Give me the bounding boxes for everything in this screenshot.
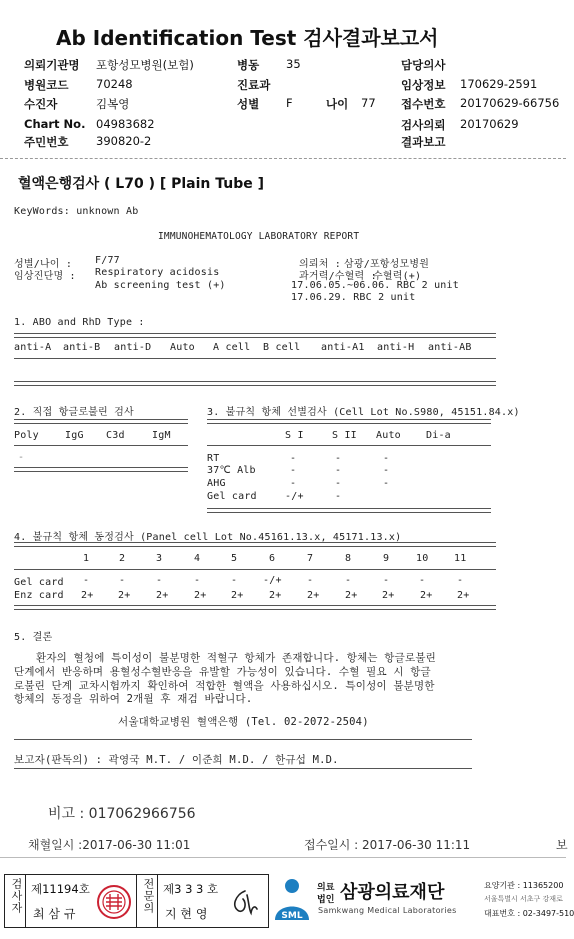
panel-enz-cell: 2+ xyxy=(118,590,131,601)
org-name: 삼광의료재단 xyxy=(340,882,445,903)
abo-col: A cell xyxy=(213,342,251,353)
examiner-label: 검사자 xyxy=(10,878,23,914)
abo-col: anti-A xyxy=(14,342,52,353)
reporter: 보고자(판독의) : 곽영국 M.T. / 이준희 M.D. / 한규섭 M.D. xyxy=(14,754,339,766)
org-reg: 요양기관 : 11365200 xyxy=(484,881,564,890)
panel-gel-cell: - xyxy=(119,575,126,586)
abo-rule-top xyxy=(14,333,496,338)
panel-gel-cell: - xyxy=(307,575,314,586)
abo-col: anti-B xyxy=(63,342,101,353)
screen-col: S II xyxy=(332,430,357,441)
abo-rule-bottom xyxy=(14,381,496,386)
reporter-rule-bottom xyxy=(14,768,472,769)
screen-row-label: AHG xyxy=(207,478,226,489)
keywords: KeyWords: unknown Ab xyxy=(14,206,139,217)
panel-number: 9 xyxy=(383,553,390,564)
dx-line1: Respiratory acidosis xyxy=(95,267,220,278)
ref-label: 의뢰처 : xyxy=(299,259,342,270)
panel-gel-cell: - xyxy=(156,575,163,586)
panel-enz-cell: 2+ xyxy=(345,590,358,601)
panel-enz-cell: 2+ xyxy=(269,590,282,601)
screen-cell: - xyxy=(335,478,342,489)
panel-gel-label: Gel card xyxy=(14,577,64,588)
panel-enz-cell: 2+ xyxy=(231,590,244,601)
conclusion-heading: 5. 결론 xyxy=(14,632,53,643)
screen-rule-mid xyxy=(207,445,491,446)
abo-col: anti-H xyxy=(377,342,415,353)
dat-col: Poly xyxy=(14,430,39,441)
dat-heading: 2. 직접 항글로불린 검사 xyxy=(14,407,134,418)
label-department: 진료과 xyxy=(237,78,271,92)
label-institution: 의뢰기관명 xyxy=(24,58,80,72)
panel-rule-bottom xyxy=(14,605,496,610)
panel-number: 7 xyxy=(307,553,314,564)
conclusion-line: 환자의 혈청에 특이성이 불분명한 적혈구 항체가 존재합니다. 항체는 항글로불린 xyxy=(36,652,437,664)
dat-value: - xyxy=(18,452,25,463)
specialist-label: 전문의 xyxy=(142,878,155,914)
hx-line2: 17.06.05.~06.06. RBC 2 unit xyxy=(291,280,459,291)
abo-col: anti-D xyxy=(114,342,152,353)
panel-number: 10 xyxy=(416,553,429,564)
label-chart-no: Chart No. xyxy=(24,117,86,131)
screen-cell: - xyxy=(335,453,342,464)
org-prefix2: 법인 xyxy=(317,895,335,905)
dat-col: IgM xyxy=(152,430,171,441)
examiner-no: 제11194호 xyxy=(31,882,90,896)
label-accession: 접수번호 xyxy=(401,97,446,111)
dat-rule-bottom xyxy=(14,467,188,472)
screen-cell: - xyxy=(290,478,297,489)
reporter-rule-top xyxy=(14,739,472,740)
screen-rule-top xyxy=(207,419,491,424)
hx-label: 과거력/수혈력 : xyxy=(299,271,377,282)
screen-col: Di-a xyxy=(426,430,451,441)
institution: 서울대학교병원 혈액은행 (Tel. 02-2072-2504) xyxy=(118,716,369,728)
org-logo-icon xyxy=(271,876,313,924)
panel-enz-cell: 2+ xyxy=(382,590,395,601)
abo-col: B cell xyxy=(263,342,301,353)
lab-report-title: IMMUNOHEMATOLOGY LABORATORY REPORT xyxy=(158,231,360,242)
label-request-date: 검사의뢰 xyxy=(401,118,446,132)
panel-heading: 4. 불규칙 항체 동정검사 (Panel cell Lot No.45161.13.x, 45171.13.x) xyxy=(14,532,402,543)
value-patient: 김복영 xyxy=(96,97,130,111)
label-doctor: 담당의사 xyxy=(401,58,446,72)
dx-line2: Ab screening test (+) xyxy=(95,280,226,291)
panel-number: 11 xyxy=(454,553,467,564)
panel-rule-mid xyxy=(14,569,496,570)
dat-col: C3d xyxy=(106,430,125,441)
dat-rule-mid xyxy=(14,445,188,446)
panel-number: 8 xyxy=(345,553,352,564)
panel-enz-cell: 2+ xyxy=(307,590,320,601)
label-age: 나이 xyxy=(326,97,349,111)
label-sex: 성별 xyxy=(237,97,260,111)
screen-cell: - xyxy=(335,491,342,502)
screen-cell: - xyxy=(383,478,390,489)
org-tel: 대표번호 : 02-3497-510 xyxy=(484,909,574,918)
screen-col: S I xyxy=(285,430,304,441)
panel-number: 3 xyxy=(156,553,163,564)
screen-col: Auto xyxy=(376,430,401,441)
examiner-box xyxy=(4,874,269,928)
screen-cell: - xyxy=(290,453,297,464)
conclusion-line: 항체의 동정을 위하여 2개월 후 재검 바랍니다. xyxy=(14,693,253,705)
screen-cell: - xyxy=(383,465,390,476)
panel-enz-cell: 2+ xyxy=(156,590,169,601)
panel-number: 6 xyxy=(269,553,276,564)
value-request-date: 20170629 xyxy=(460,117,519,131)
panel-gel-cell: - xyxy=(345,575,352,586)
conclusion-line: 로불린 단계 교차시험까지 확인하여 적합한 혈액을 사용하십시오. 특이성이 불분명한 xyxy=(14,680,435,692)
received-date: 접수일시 : 2017-06-30 11:11 xyxy=(304,838,471,852)
header-divider xyxy=(0,158,566,159)
value-hospital-code: 70248 xyxy=(96,77,133,91)
panel-gel-cell: - xyxy=(231,575,238,586)
panel-enz-cell: 2+ xyxy=(194,590,207,601)
screen-cell: - xyxy=(290,465,297,476)
panel-number: 5 xyxy=(231,553,238,564)
conclusion-line: 단계에서 반응하며 용혈성수혈반응을 유발할 가능성이 있습니다. 수혈 필요 시 항글 xyxy=(14,666,431,678)
panel-gel-cell: - xyxy=(83,575,90,586)
cutoff-text: 보 xyxy=(556,838,568,852)
org-en: Samkwang Medical Laboratories xyxy=(318,906,457,915)
screen-row-label: 37℃ Alb xyxy=(207,465,256,476)
examiner-name: 최 삼 규 xyxy=(33,907,76,921)
label-clinical-info: 임상정보 xyxy=(401,78,446,92)
panel-number: 1 xyxy=(83,553,90,564)
value-sex: F xyxy=(286,96,293,110)
sexage-label: 성별/나이 : xyxy=(14,259,73,270)
specialist-no: 제3 3 3 호 xyxy=(163,882,219,896)
screen-row-label: RT xyxy=(207,453,220,464)
panel-rule-top xyxy=(14,542,496,547)
label-resident-no: 주민번호 xyxy=(24,135,69,149)
label-result-report: 결과보고 xyxy=(401,135,446,149)
screen-cell: - xyxy=(383,453,390,464)
screen-row-label: Gel card xyxy=(207,491,257,502)
panel-enz-cell: 2+ xyxy=(81,590,94,601)
abo-col: anti-A1 xyxy=(321,342,365,353)
panel-gel-cell: - xyxy=(457,575,464,586)
value-age: 77 xyxy=(361,96,376,110)
section-title: 혈액은행검사 ( L70 ) [ Plain Tube ] xyxy=(18,176,265,192)
ref-value: 삼광/포항성모병원 xyxy=(344,259,430,270)
svg-text:SML: SML xyxy=(281,911,303,921)
panel-gel-cell: -/+ xyxy=(263,575,282,586)
value-resident-no: 390820-2 xyxy=(96,134,152,148)
report-title: Ab Identification Test 검사결과보고서 xyxy=(56,26,439,50)
dat-rule-top xyxy=(14,419,188,424)
specialist-name: 지 현 영 xyxy=(165,907,208,921)
seal-stamp-icon xyxy=(96,884,132,920)
org-address: 서울특별시 서초구 강재로 xyxy=(484,895,563,903)
panel-gel-cell: - xyxy=(419,575,426,586)
panel-enz-cell: 2+ xyxy=(420,590,433,601)
screen-rule-bottom xyxy=(207,508,491,513)
examiner-label-cell xyxy=(5,875,26,927)
value-ward: 35 xyxy=(286,57,301,71)
abo-rule-mid xyxy=(14,358,496,359)
panel-number: 2 xyxy=(119,553,126,564)
sexage-value: F/77 xyxy=(95,255,120,266)
signature-icon xyxy=(227,885,261,919)
label-ward: 병동 xyxy=(237,58,260,72)
abo-heading: 1. ABO and RhD Type : xyxy=(14,317,145,328)
label-patient: 수진자 xyxy=(24,97,58,111)
panel-enz-label: Enz card xyxy=(14,590,64,601)
dat-col: IgG xyxy=(65,430,84,441)
dx-label: 임상진단명 : xyxy=(14,271,76,282)
panel-number: 4 xyxy=(194,553,201,564)
panel-gel-cell: - xyxy=(383,575,390,586)
abo-col: anti-AB xyxy=(428,342,472,353)
remarks: 비고 : 017062966756 xyxy=(48,806,196,822)
specialist-label-cell xyxy=(136,875,158,927)
screen-heading: 3. 불규칙 항체 선별검사 (Cell Lot No.S980, 45151.84.x) xyxy=(207,407,520,418)
hx-value: 수혈력(+) xyxy=(373,271,422,282)
abo-col: Auto xyxy=(170,342,195,353)
hx-line3: 17.06.29. RBC 2 unit xyxy=(291,292,416,303)
panel-enz-cell: 2+ xyxy=(457,590,470,601)
screen-cell: - xyxy=(335,465,342,476)
footer-divider xyxy=(0,857,566,858)
org-prefix1: 의료 xyxy=(317,883,335,893)
value-institution: 포항성모병원(보험) xyxy=(96,58,194,72)
screen-cell: -/+ xyxy=(285,491,304,502)
panel-gel-cell: - xyxy=(194,575,201,586)
value-chart-no: 04983682 xyxy=(96,117,155,131)
value-accession: 20170629-66756 xyxy=(460,96,560,110)
value-clinical-info: 170629-2591 xyxy=(460,77,538,91)
collected-date: 채혈일시 :2017-06-30 11:01 xyxy=(28,838,191,852)
label-hospital-code: 병원코드 xyxy=(24,78,69,92)
